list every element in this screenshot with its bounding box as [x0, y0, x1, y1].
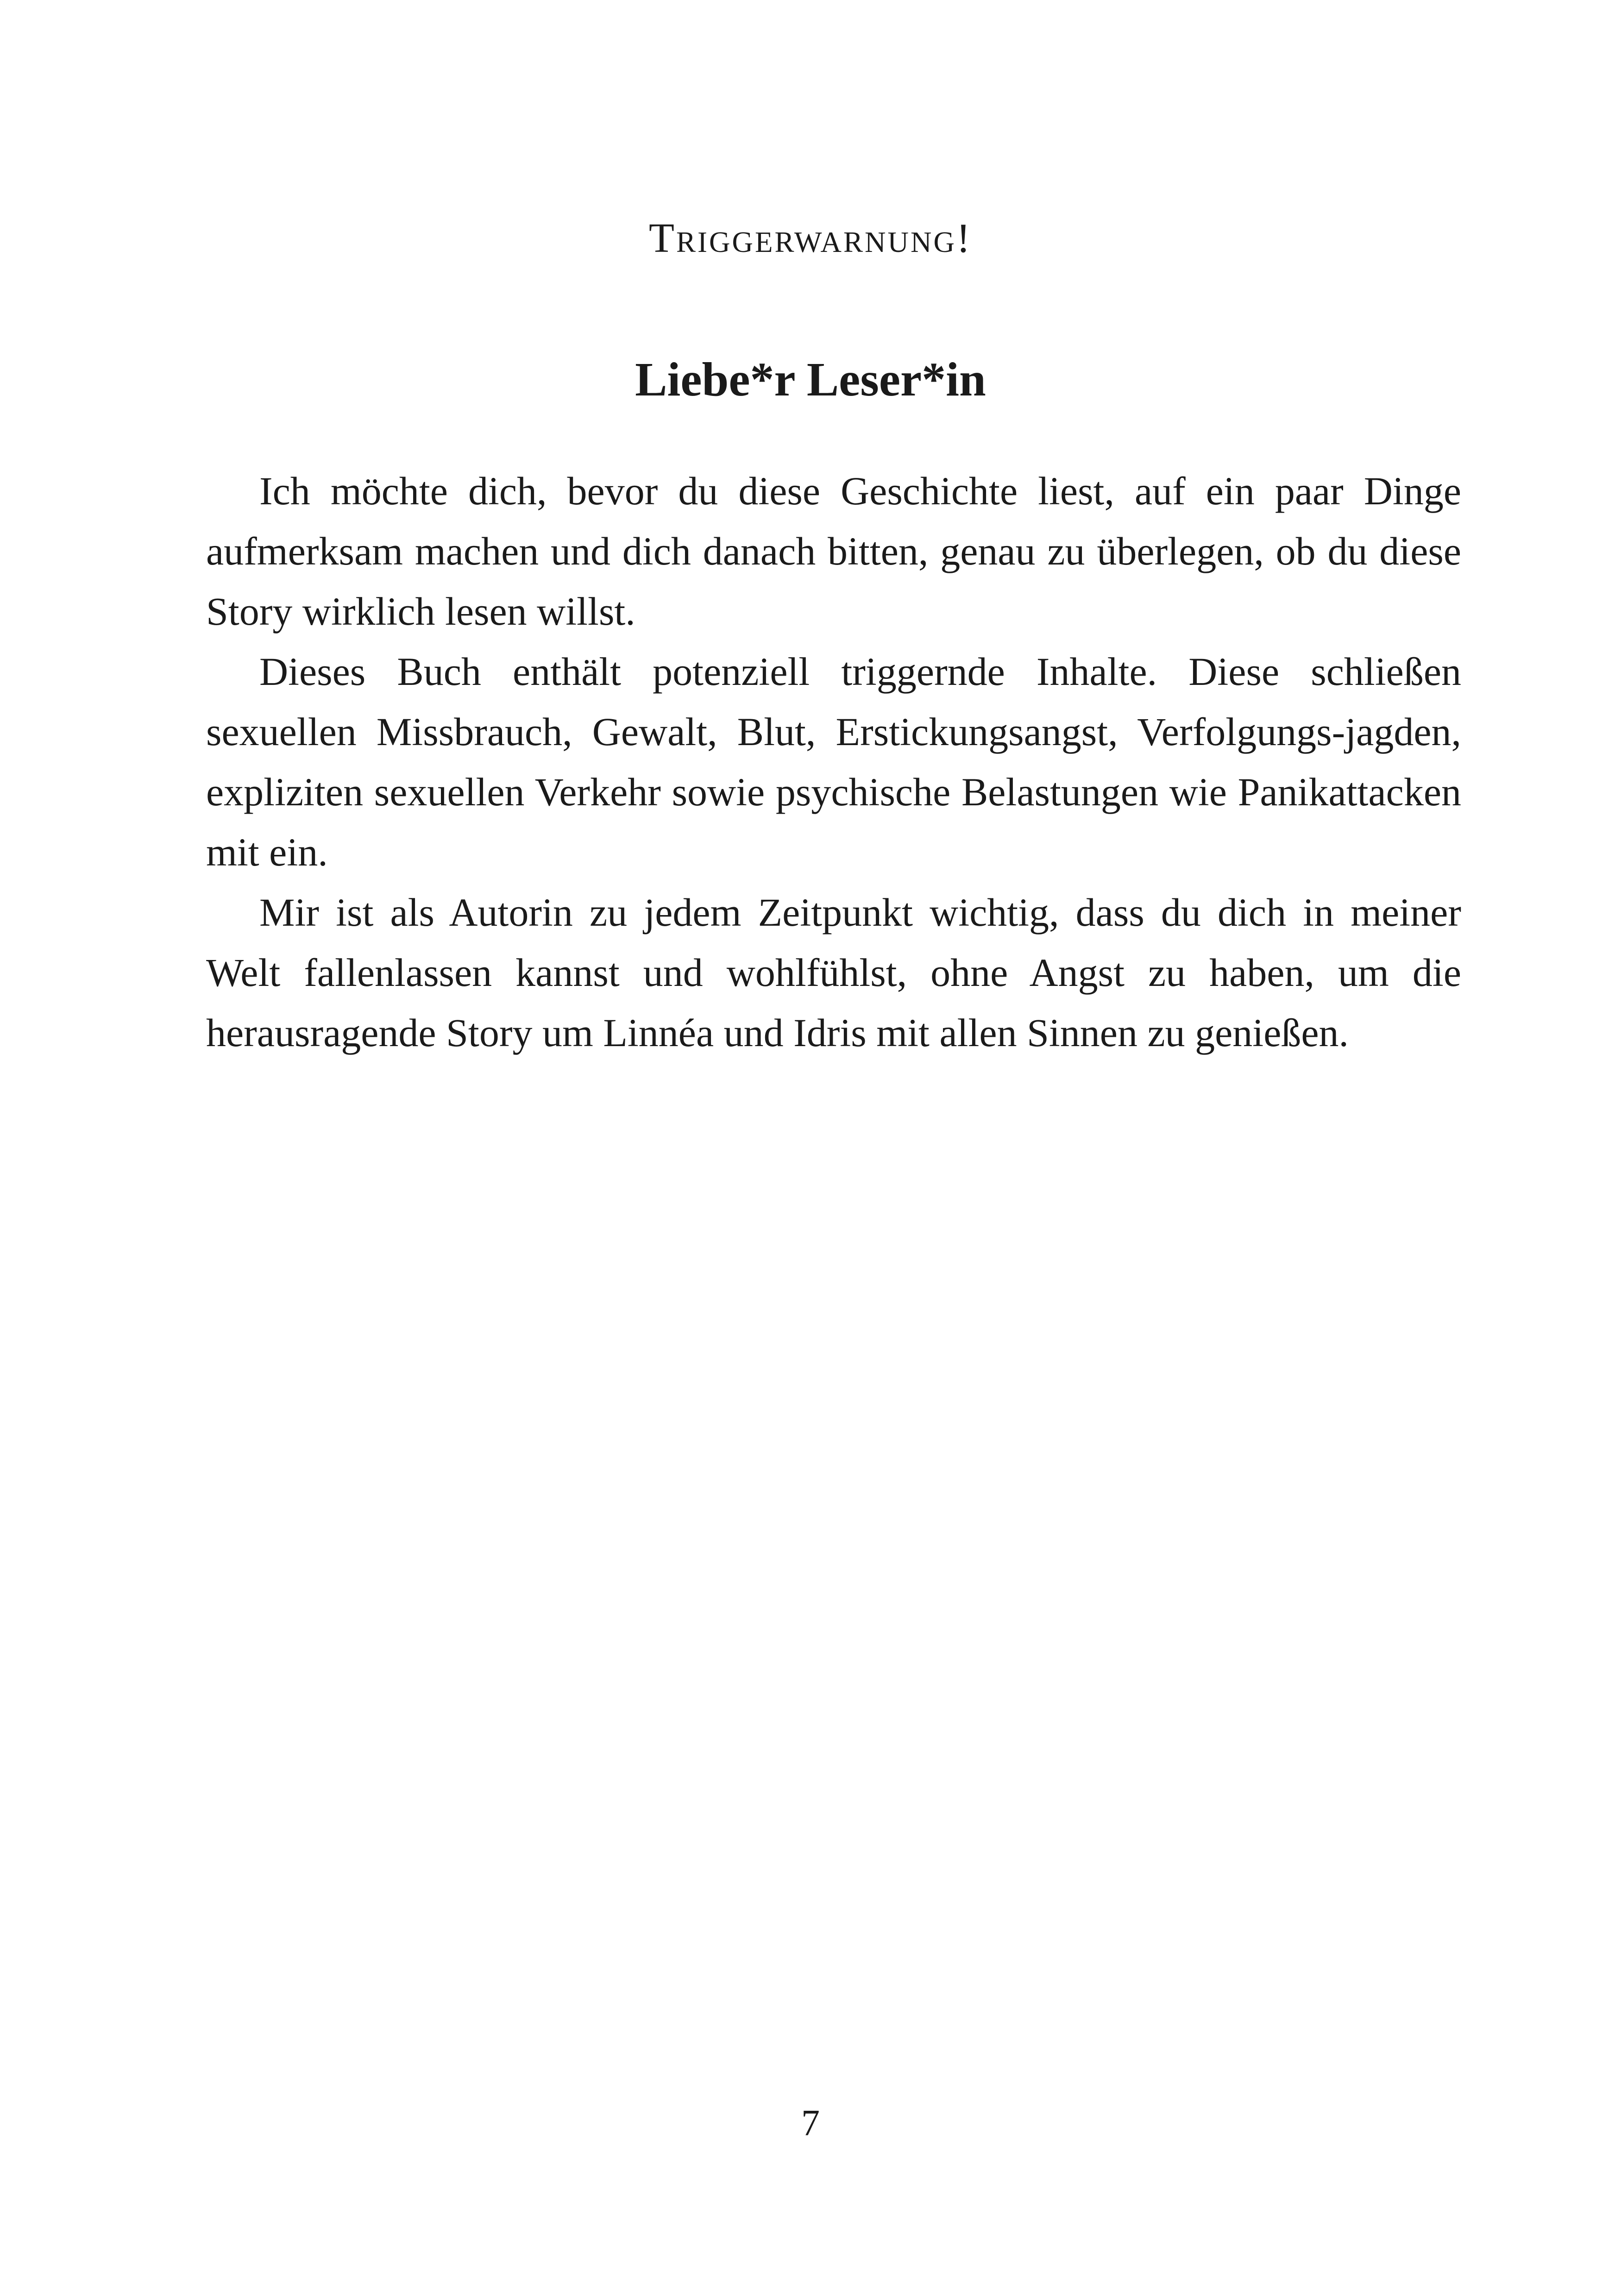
paragraph: Ich möchte dich, bevor du diese Geschichte liest, auf ein paar Dinge aufmerksam machen und dich danach bitten, genau zu überlegen, ob du diese Story wirklich lesen willst.	[206, 469, 1461, 634]
chapter-title: Triggerwarnung!	[649, 215, 972, 261]
greeting-heading: Liebe*r Leser*in	[635, 353, 986, 406]
paragraph: Mir ist als Autorin zu jedem Zeitpunkt wichtig, dass du dich in meiner Welt fallenlassen kannst und wohlfühlst, ohne Angst zu haben, um die herausragende Story um Linnéa und Idris mit allen Sinnen zu genießen.	[206, 890, 1461, 1055]
page-number: 7	[801, 2103, 820, 2144]
paragraph: Dieses Buch enthält potenziell triggernde Inhalte. Diese schließen sexuellen Missbrauch, Gewalt, Blut, Erstickungsangst, Verfolgungs-jagden, expliziten sexuellen Verkehr sowie psychische Belastungen wie Panikattacken mit ein.	[206, 649, 1461, 874]
body-text	[206, 461, 1461, 1063]
